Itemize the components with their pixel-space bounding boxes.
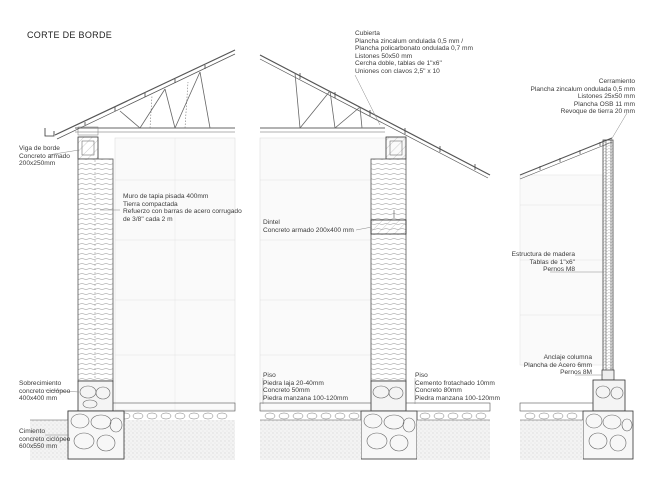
label-cubierta: Cubierta Plancha zincalum ondulada 0,5 mm / Plancha policarbonato ondulada 0,7 mm Listones 50x50 mm Cercha doble, tablas de 1"x6" Uniones con clavos 2,5" x 10: [355, 30, 474, 75]
label-sobrecimiento: Sobrecimiento concreto ciclópeo 400x400 mm: [19, 380, 71, 403]
label-viga-de-borde: Viga de borde Concreto armado 200x250mm: [19, 145, 70, 168]
label-piso-2: Piso Cemento frotachado 10mm Concreto 80mm Piedra manzana 100-120mm: [415, 372, 501, 402]
label-cimiento: Cimiento concreto ciclópeo 600x550 mm: [19, 428, 71, 451]
drawing-title: CORTE DE BORDE: [27, 30, 113, 40]
label-dintel: Dintel Concreto armado 200x400 mm: [263, 219, 354, 234]
label-cerramiento: Cerramiento Plancha zincalum ondulada 0,5 mm Listones 25x50 mm Plancha OSB 11 mm Revoque de tierra 20 mm: [530, 78, 635, 116]
label-muro-tapia: Muro de tapia pisada 400mm Tierra compactada Refuerzo con barras de acero corrugado de 3/8" cada 2 m: [123, 193, 242, 223]
label-piso-1: Piso Piedra laja 20-40mm Concreto 50mm Piedra manzana 100-120mm: [263, 372, 349, 402]
label-estructura-madera: Estructura de madera Tablas de 1"x6" Pernos M8: [511, 251, 575, 274]
label-anclaje-columna: Anclaje columna Plancha de Acero 6mm Pernos 8M: [523, 354, 592, 377]
panel-right: [520, 138, 633, 460]
